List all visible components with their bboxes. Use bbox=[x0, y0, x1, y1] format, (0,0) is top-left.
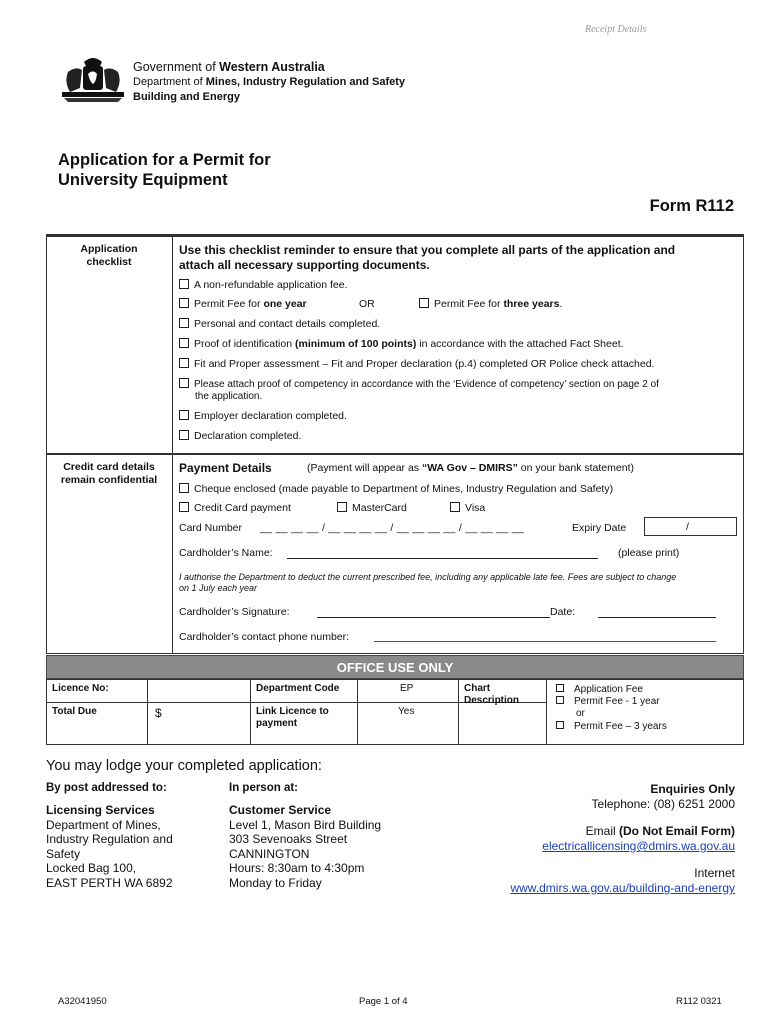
card-number-field[interactable]: __ __ __ __ / __ __ __ __ / __ __ __ __ / __ __ __ __ bbox=[260, 522, 525, 534]
email-prefix: Email bbox=[585, 824, 619, 838]
total-due-label: Total Due bbox=[52, 706, 97, 717]
payment-label-line-1: Credit card details bbox=[63, 461, 155, 473]
division-name: Building and Energy bbox=[133, 91, 240, 103]
link-licence-label bbox=[256, 706, 329, 730]
title-line-2: University Equipment bbox=[58, 171, 228, 189]
office-col-line bbox=[250, 679, 251, 745]
person-line: 303 Sevenoaks Street bbox=[229, 832, 348, 846]
post-name: Licensing Services bbox=[46, 803, 155, 817]
authorise-text-line-1: I authorise the Department to deduct the current prescribed fee, including any applicable late fee. Fees are subject to change bbox=[179, 572, 677, 582]
checkbox[interactable] bbox=[179, 410, 189, 420]
credit-card-option[interactable] bbox=[179, 502, 291, 514]
date-field[interactable] bbox=[598, 617, 716, 618]
checklist-label-line-1: Application bbox=[80, 243, 138, 255]
link-licence-line-1: Link Licence to bbox=[256, 706, 329, 717]
option-or: or bbox=[576, 708, 585, 720]
payment-heading: Payment Details bbox=[179, 461, 272, 475]
checklist-item-label: Fit and Proper assessment – Fit and Proper declaration (p.4) completed OR Police check attached. bbox=[194, 358, 655, 370]
checklist-item-bold: one year bbox=[263, 298, 307, 310]
checkbox[interactable] bbox=[179, 338, 189, 348]
card-number-label: Card Number bbox=[179, 522, 243, 534]
government-name bbox=[133, 60, 325, 74]
expiry-separator: / bbox=[686, 521, 689, 533]
checklist-item-suffix: . bbox=[559, 298, 563, 310]
checkbox[interactable] bbox=[556, 721, 564, 729]
licence-no-label: Licence No: bbox=[52, 683, 109, 694]
option-label: Application Fee bbox=[574, 684, 643, 695]
person-line: Level 1, Mason Bird Building bbox=[229, 817, 382, 832]
checklist-item-declaration[interactable] bbox=[179, 430, 301, 442]
email-link[interactable]: electricallicensing@dmirs.wa.gov.au bbox=[542, 839, 735, 853]
checklist-label-line-2: checklist bbox=[86, 256, 132, 268]
signature-field[interactable] bbox=[317, 617, 550, 618]
authorise-text-line-2: on 1 July each year bbox=[179, 583, 258, 593]
chart-line-1: Chart bbox=[464, 683, 491, 694]
telephone: Telephone: (08) 6251 2000 bbox=[591, 797, 735, 811]
checkbox[interactable] bbox=[556, 696, 564, 704]
checklist-item-bold: three years bbox=[503, 298, 560, 310]
checklist-item-label: A non-refundable application fee. bbox=[194, 279, 348, 291]
post-address bbox=[46, 803, 173, 890]
cheque-label: Cheque enclosed (made payable to Department of Mines, Industry Regulation and Safety) bbox=[194, 483, 614, 495]
email-bold: (Do Not Email Form) bbox=[619, 824, 735, 838]
checkbox[interactable] bbox=[556, 684, 564, 692]
or-text: OR bbox=[359, 298, 375, 310]
option-one-year[interactable] bbox=[556, 696, 667, 708]
chart-description-label bbox=[464, 683, 519, 707]
checklist-intro-line-2: attach all necessary supporting documents. bbox=[179, 258, 430, 272]
checklist-item-bold: (minimum of 100 points) bbox=[294, 338, 417, 350]
link-licence-yes: Yes bbox=[398, 706, 415, 717]
department-name bbox=[133, 76, 405, 88]
checklist-intro-line-1: Use this checklist reminder to ensure that you complete all parts of the application and bbox=[179, 243, 676, 257]
mastercard-label: MasterCard bbox=[352, 502, 407, 514]
checklist-side-label bbox=[50, 243, 168, 269]
office-col-line bbox=[357, 679, 358, 745]
checklist-item-proof[interactable] bbox=[179, 338, 624, 350]
person-line: Hours: 8:30am to 4:30pm bbox=[229, 861, 365, 875]
footer-document-id: A32041950 bbox=[58, 996, 107, 1007]
internet-label: Internet bbox=[694, 866, 735, 880]
footer-form-version: R112 0321 bbox=[676, 996, 722, 1007]
checklist-item-competency-line-2: the application. bbox=[195, 391, 263, 402]
payment-label-line-2: remain confidential bbox=[60, 474, 158, 486]
ep-code: EP bbox=[400, 683, 414, 694]
expiry-date-label: Expiry Date bbox=[572, 522, 627, 534]
lodge-heading: You may lodge your completed application: bbox=[46, 758, 322, 774]
phone-label: Cardholder’s contact phone number: bbox=[179, 631, 350, 643]
wa-coat-of-arms-logo bbox=[60, 52, 126, 104]
footer-page-number: Page 1 of 4 bbox=[359, 996, 408, 1007]
department-code-label: Department Code bbox=[256, 683, 340, 694]
checklist-item-competency[interactable] bbox=[179, 378, 659, 390]
office-col-line bbox=[458, 679, 459, 745]
person-name: Customer Service bbox=[229, 803, 332, 817]
checkbox[interactable] bbox=[337, 502, 347, 512]
gov-bold: Western Australia bbox=[219, 60, 325, 74]
link-licence-line-2: payment bbox=[256, 718, 298, 729]
checklist-item-label: Proof of identification bbox=[194, 338, 295, 350]
visa-option[interactable] bbox=[450, 502, 485, 514]
checkbox[interactable] bbox=[179, 318, 189, 328]
phone-field[interactable] bbox=[374, 641, 716, 642]
signature-label: Cardholder’s Signature: bbox=[179, 606, 290, 618]
page-title bbox=[58, 150, 378, 190]
post-line: EAST PERTH WA 6892 bbox=[46, 875, 173, 890]
post-line: Department of Mines, bbox=[46, 817, 161, 832]
cardholder-name-label: Cardholder’s Name: bbox=[179, 547, 273, 559]
checkbox[interactable] bbox=[179, 279, 189, 289]
checklist-item-label: Please attach proof of competency in accordance with the ‘Evidence of competency’ section on page 2 of bbox=[194, 379, 659, 390]
checkbox[interactable] bbox=[179, 483, 189, 493]
credit-card-label: Credit Card payment bbox=[194, 502, 291, 514]
checkbox[interactable] bbox=[419, 298, 429, 308]
please-print-note: (please print) bbox=[618, 547, 680, 559]
dollar-sign: $ bbox=[155, 706, 162, 720]
in-person-address bbox=[229, 803, 381, 890]
mastercard-option[interactable] bbox=[337, 502, 407, 514]
checklist-item-label: Employer declaration completed. bbox=[194, 410, 347, 422]
payment-note-suffix: on your bank statement) bbox=[517, 462, 634, 474]
option-label: Permit Fee – 3 years bbox=[574, 720, 667, 732]
email-label bbox=[510, 824, 735, 839]
checkbox[interactable] bbox=[450, 502, 460, 512]
checklist-column-divider bbox=[172, 236, 173, 454]
form-number: Form R112 bbox=[649, 197, 734, 215]
checkbox[interactable] bbox=[179, 358, 189, 368]
chart-options bbox=[556, 684, 667, 733]
office-col-line bbox=[147, 679, 148, 745]
post-line: Locked Bag 100, bbox=[46, 861, 137, 875]
checklist-item-employer[interactable] bbox=[179, 410, 347, 422]
option-label: Permit Fee - 1 year bbox=[574, 696, 660, 708]
date-label: Date: bbox=[550, 606, 576, 618]
payment-side-label bbox=[50, 461, 168, 487]
visa-label: Visa bbox=[465, 502, 486, 514]
post-heading: By post addressed to: bbox=[46, 782, 167, 794]
receipt-details-label: Receipt Details bbox=[585, 24, 647, 35]
checklist-item-label: Personal and contact details completed. bbox=[194, 318, 381, 330]
person-line: CANNINGTON bbox=[229, 846, 310, 861]
office-col-line bbox=[546, 679, 547, 745]
office-use-heading: OFFICE USE ONLY bbox=[46, 655, 744, 679]
checkbox[interactable] bbox=[179, 298, 189, 308]
cheque-option[interactable] bbox=[179, 483, 613, 495]
checklist-item-fit-proper[interactable] bbox=[179, 358, 654, 370]
payment-column-divider bbox=[172, 454, 173, 654]
payment-note-prefix: (Payment will appear as bbox=[307, 462, 422, 474]
payment-note-bold: “WA Gov – DMIRS” bbox=[421, 462, 518, 474]
option-three-years[interactable] bbox=[556, 721, 667, 733]
enquiries-block bbox=[510, 782, 735, 896]
option-application-fee[interactable] bbox=[556, 684, 667, 696]
gov-prefix: Government of bbox=[133, 60, 220, 74]
expiry-date-field[interactable] bbox=[644, 517, 737, 536]
checklist-item-suffix: in accordance with the attached Fact Sheet. bbox=[416, 338, 624, 350]
post-line: Industry Regulation and bbox=[46, 832, 173, 846]
checklist-item-three-years[interactable] bbox=[419, 298, 562, 310]
person-line: Monday to Friday bbox=[229, 875, 322, 890]
checklist-item-fee[interactable] bbox=[179, 279, 348, 291]
checkbox[interactable] bbox=[179, 378, 189, 388]
payment-note bbox=[307, 462, 634, 474]
checkbox[interactable] bbox=[179, 430, 189, 440]
chart-line-2: Description bbox=[464, 695, 520, 706]
checklist-item-label: Permit Fee for bbox=[434, 298, 504, 310]
checklist-item-one-year[interactable] bbox=[179, 298, 307, 310]
enquiries-heading: Enquiries Only bbox=[650, 782, 735, 796]
dept-bold: Mines, Industry Regulation and Safety bbox=[205, 76, 406, 88]
website-link[interactable]: www.dmirs.wa.gov.au/building-and-energy bbox=[510, 881, 735, 895]
in-person-heading: In person at: bbox=[229, 782, 299, 794]
dept-prefix: Department of bbox=[133, 76, 206, 88]
checklist-item-label: Permit Fee for bbox=[194, 298, 264, 310]
title-line-1: Application for a Permit for bbox=[58, 151, 271, 169]
checklist-item-label: Declaration completed. bbox=[194, 430, 302, 442]
cardholder-name-field[interactable] bbox=[287, 558, 598, 559]
post-line: Safety bbox=[46, 846, 81, 861]
checklist-item-personal[interactable] bbox=[179, 318, 380, 330]
checkbox[interactable] bbox=[179, 502, 189, 512]
